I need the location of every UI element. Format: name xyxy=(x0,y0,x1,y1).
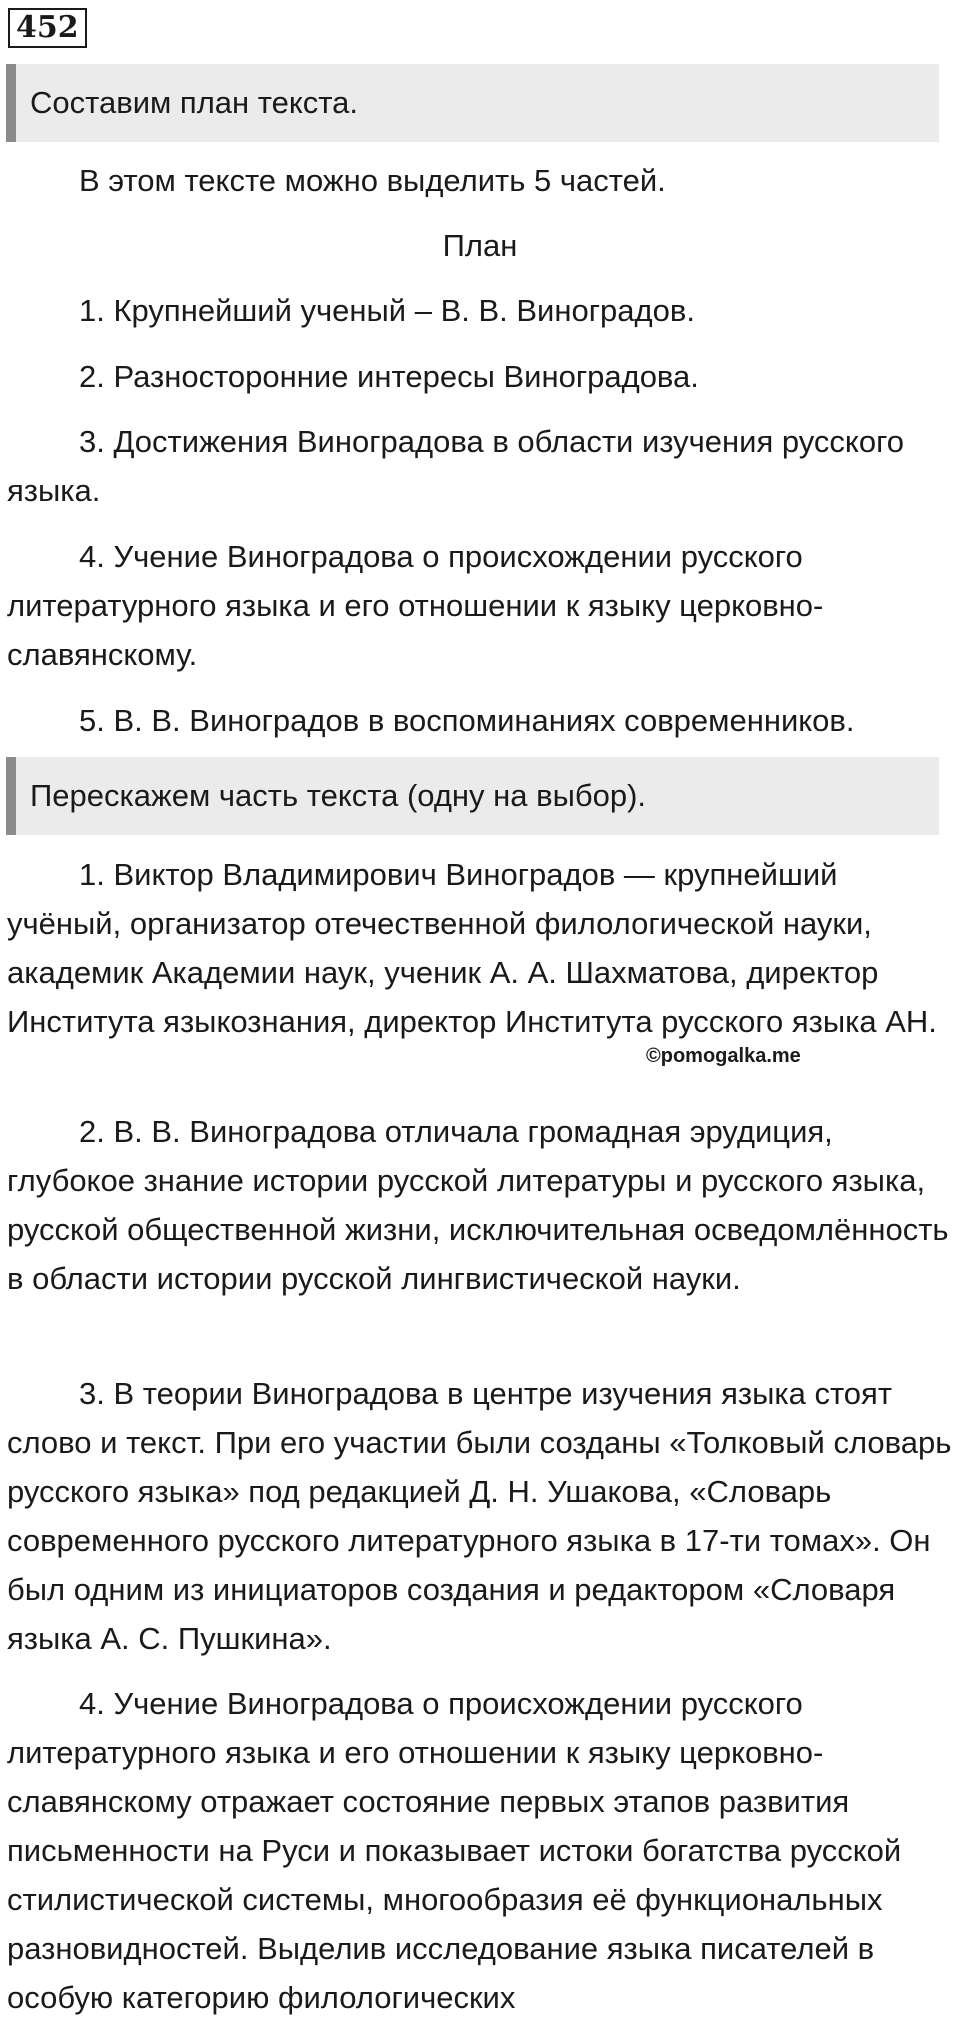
retell-paragraph-2: 2. В. В. Виноградова отличала громадная эрудиция, глубокое знание истории русской литературы и русского языка, русской общественной жизни, исключительная осведомлённость в области истории русской лингвистической науки. xyxy=(7,1114,949,1296)
task-number: 452 xyxy=(8,8,87,48)
retell-paragraph-1: 1. Виктор Владимирович Виноградов — крупнейший учёный, организатор отечественной филологической науки, академик Академии наук, ученик А. А. Шахматова, директор Института языкознания, директор Института русского языка АН. xyxy=(7,857,937,1039)
section-header-plan: Составим план текста. xyxy=(6,64,939,142)
plan-item-2: 2. Разносторонние интересы Виноградова. xyxy=(79,359,699,394)
retell-paragraph-3: 3. В теории Виноградова в центре изучения языка стоят слово и текст. При его участии были созданы «Толковый словарь русского языка» под редакцией Д. Н. Ушакова, «Словарь современного русского литературного языка в 17-ти томах». Он был одним из инициаторов создания и редактором «Словаря языка А. С. Пушкина». xyxy=(7,1376,952,1656)
plan-item-5: 5. В. В. Виноградов в воспоминаниях современников. xyxy=(79,703,855,738)
plan-item-1: 1. Крупнейший ученый – В. В. Виноградов. xyxy=(79,293,695,328)
intro-text: В этом тексте можно выделить 5 частей. xyxy=(79,163,666,198)
section-header-retell: Перескажем часть текста (одну на выбор). xyxy=(6,757,939,835)
retell-paragraph-4: 4. Учение Виноградова о происхождении русского литературного языка и его отношении к языку церковно-славянскому отражает состояние первых этапов развития письменности на Руси и показывает истоки богатства русской стилистической системы, многообразия её функциональных разновидностей. Выделив исследование языка писателей в особую категорию филологических xyxy=(7,1686,902,2015)
plan-item-3: 3. Достижения Виноградова в области изучения русского языка. xyxy=(7,424,904,508)
watermark: ©pomogalka.me xyxy=(646,1045,801,1067)
plan-item-4: 4. Учение Виноградова о происхождении русского литературного языка и его отношении к языку церковно-славянскому. xyxy=(7,539,824,672)
plan-title: План xyxy=(442,228,518,263)
